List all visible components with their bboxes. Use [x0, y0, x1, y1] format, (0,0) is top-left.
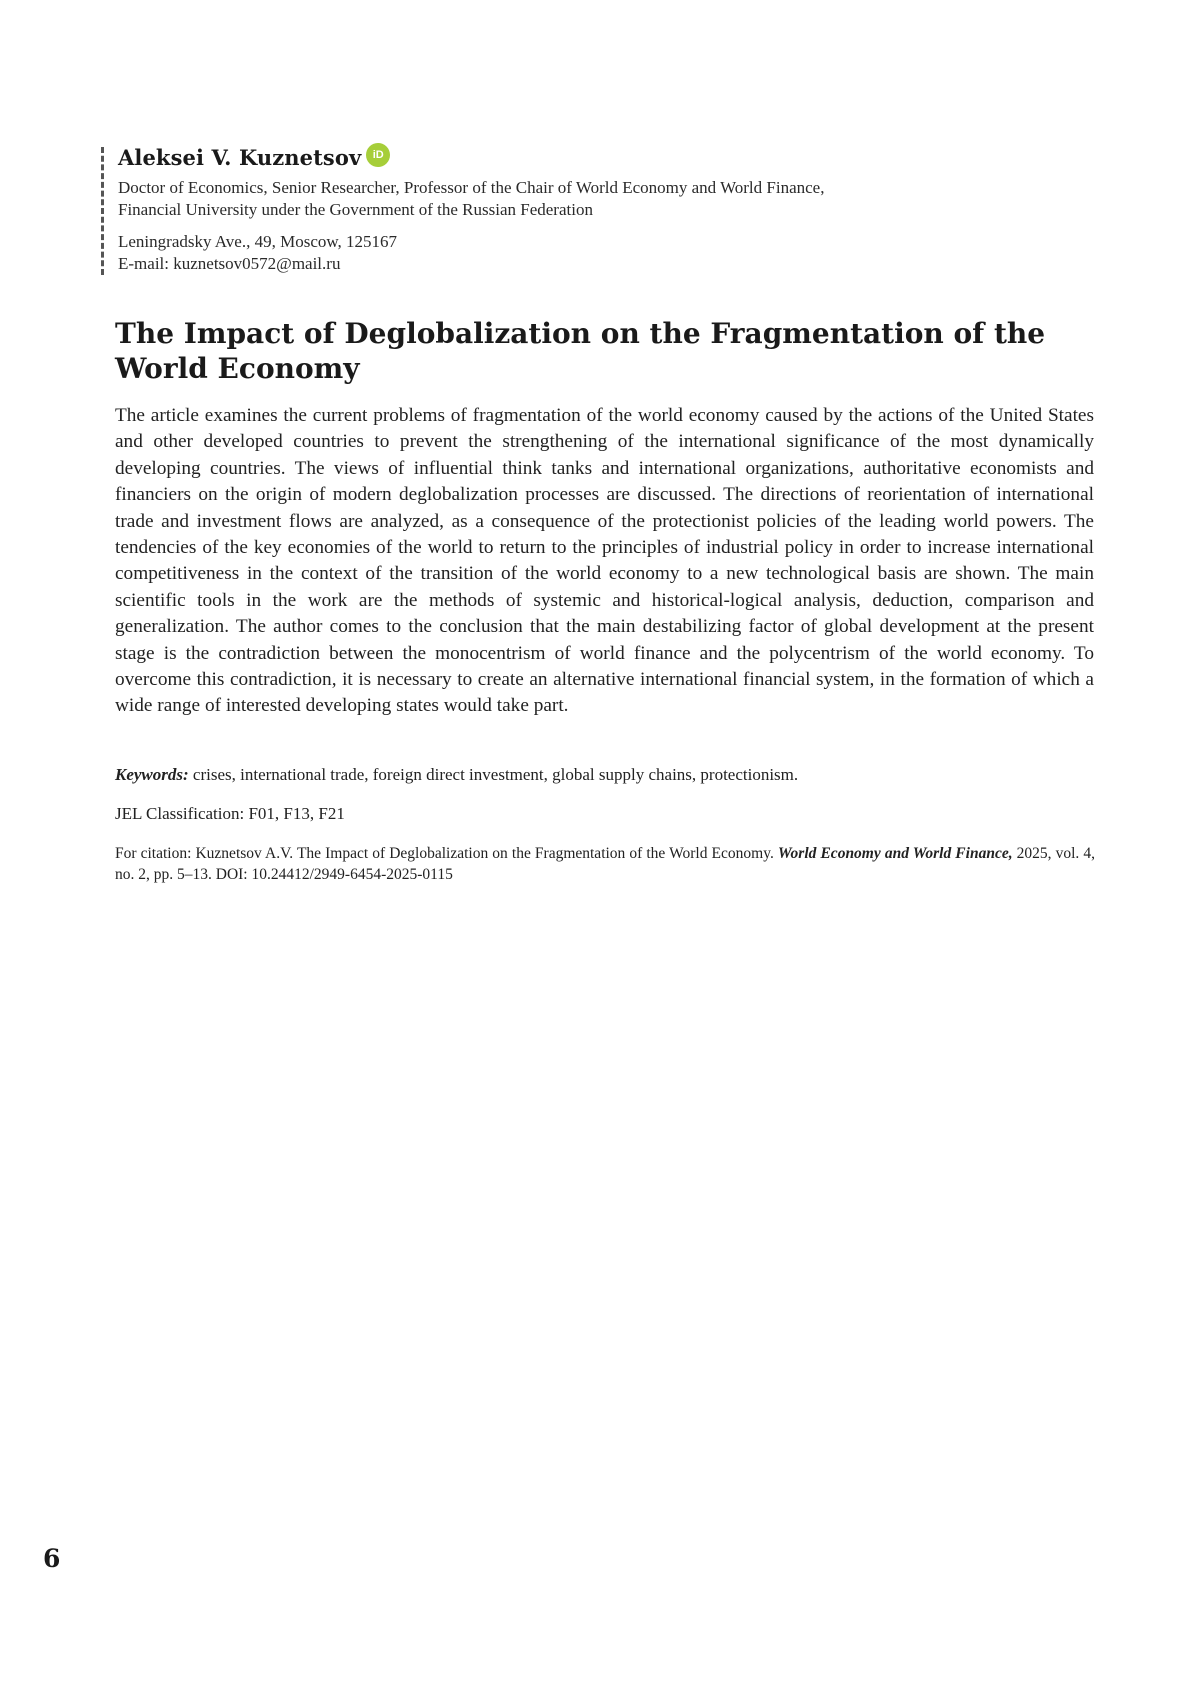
author-contact — [118, 231, 1118, 275]
page-number: 6 — [43, 1544, 61, 1573]
author-block — [101, 147, 1118, 275]
affiliation-line-2: Financial University under the Government of the Russian Federation — [118, 200, 593, 219]
article-title: The Impact of Deglobalization on the Fragmentation of the World Economy — [115, 317, 1046, 385]
author-email: E-mail: kuznetsov0572@mail.ru — [118, 254, 341, 273]
jel-classification: JEL Classification: F01, F13, F21 — [115, 804, 345, 823]
article-abstract: The article examines the current problems of fragmentation of the world economy caused by the actions of the United States and other developed countries to prevent the strengthening of the international significance of the most dynamically developing countries. The views of influential think tanks and international organizations, authoritative economists and financiers on the origin of modern deglobalization processes are discussed. The directions of reorientation of international trade and investment flows are analyzed, as a consequence of the protectionist policies of the leading world powers. The tendencies of the key economies of the world to return to the principles of industrial policy in order to increase international competitiveness in the context of the transition of the world economy to a new technological basis are shown. The main scientific tools in the work are the methods of systemic and historical-logical analysis, deduction, comparison and generalization. The author comes to the conclusion that the main destabilizing factor of global development at the present stage is the contradiction between the monocentrism of world finance and the polycentrism of the world economy. To overcome this contradiction, it is necessary to create an alternative international financial system, in the formation of which a wide range of interested developing states would take part. — [115, 405, 1094, 717]
citation-prefix: For citation: Kuznetsov A.V. The Impact of Deglobalization on the Fragmentation of the World Economy. — [115, 845, 774, 862]
author-affiliation — [118, 177, 1118, 221]
author-address: Leningradsky Ave., 49, Moscow, 125167 — [118, 232, 398, 251]
author-name-row — [118, 145, 1118, 170]
keywords-label: Keywords: — [115, 765, 189, 784]
keywords-text: crises, international trade, foreign direct investment, global supply chains, protectionism. — [192, 765, 799, 784]
citation-journal: World Economy and World Finance, — [777, 845, 1013, 862]
citation — [115, 843, 1095, 885]
keywords — [115, 764, 1095, 786]
author-name: Aleksei V. Kuznetsov — [118, 145, 362, 170]
orcid-icon[interactable]: iD — [366, 143, 390, 167]
citation-suffix: 2025, vol. 4, no. 2, pp. 5–13. DOI: 10.24412/2949-6454-2025-0115 — [115, 845, 1096, 883]
affiliation-line-1: Doctor of Economics, Senior Researcher, Professor of the Chair of World Economy and World Finance, — [118, 178, 825, 197]
